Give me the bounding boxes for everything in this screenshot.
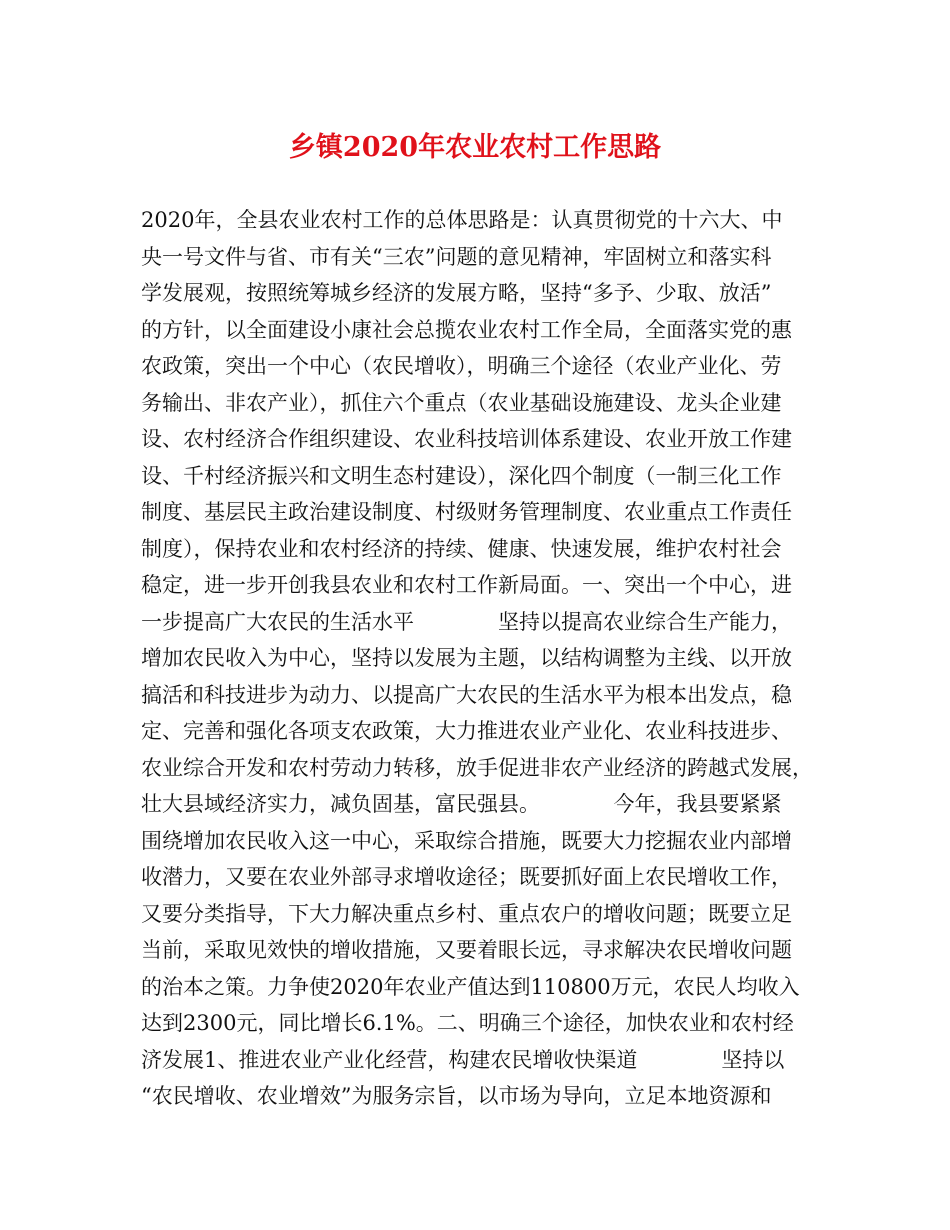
body-line: 务输出、非农产业），抓住六个重点（农业基础设施建设、龙头企业建	[141, 390, 782, 415]
body-line: 制度、基层民主政治建设制度、村级财务管理制度、农业重点工作责任	[141, 500, 792, 524]
body-line: 一步提高广大农民的生活水平 坚持以提高农业综合生产能力，	[141, 609, 792, 634]
document-title: 乡镇2020年农业农村工作思路	[288, 132, 662, 163]
body-line: 制度），保持农业和农村经济的持续、健康、快速发展，维护农村社会	[141, 536, 782, 561]
body-line: 定、完善和强化各项支农政策，大力推进农业产业化、农业科技进步、	[141, 719, 792, 743]
body-line: 的治本之策。力争使2020年农业产值达到110800万元，农民人均收入	[141, 974, 800, 999]
body-line: 央一号文件与省、市有关“三农”问题的意见精神，牢固树立和落实科	[141, 244, 772, 269]
body-line: 又要分类指导，下大力解决重点乡村、重点农户的增收问题；既要立足	[141, 901, 792, 926]
body-line: 稳定，进一步开创我县农业和农村工作新局面。一、突出一个中心，进	[141, 573, 792, 597]
body-line: 达到2300元，同比增长6.1%。二、明确三个途径，加快农业和农村经	[141, 1011, 794, 1035]
body-line: 设、农村经济合作组织建设、农业科技培训体系建设、农业开放工作建	[141, 427, 792, 451]
body-line: 2020年，全县农业农村工作的总体思路是：认真贯彻党的十六大、中	[141, 208, 783, 232]
document-body	[141, 202, 831, 1115]
body-line: 壮大县域经济实力，减负固基，富民强县。 今年，我县要紧紧	[141, 792, 782, 816]
body-line: 农业综合开发和农村劳动力转移，放手促进非农产业经济的跨越式发展，	[141, 755, 813, 780]
body-line: 农政策，突出一个中心（农民增收），明确三个途径（农业产业化、劳	[141, 354, 782, 378]
body-line: 搞活和科技进步为动力、以提高广大农民的生活水平为根本出发点，稳	[141, 682, 792, 707]
body-line: 学发展观，按照统筹城乡经济的发展方略，坚持“多予、少取、放活”	[141, 281, 772, 305]
body-line: 收潜力，又要在农业外部寻求增收途径；既要抓好面上农民增收工作，	[141, 865, 792, 889]
body-line: 设、千村经济振兴和文明生态村建设），深化四个制度（一制三化工作	[141, 463, 782, 488]
body-line: 围绕增加农民收入这一中心，采取综合措施，既要大力挖掘农业内部增	[141, 828, 792, 853]
body-line: “农民增收、农业增效”为服务宗旨，以市场为导向，立足本地资源和	[141, 1084, 772, 1108]
body-line: 增加农民收入为中心，坚持以发展为主题，以结构调整为主线、以开放	[141, 646, 792, 670]
body-line: 当前，采取见效快的增收措施，又要着眼长远，寻求解决农民增收问题	[141, 938, 792, 962]
body-line: 济发展1、推进农业产业化经营，构建农民增收快渠道 坚持以	[141, 1047, 785, 1072]
body-line: 的方针，以全面建设小康社会总揽农业农村工作全局，全面落实党的惠	[141, 317, 792, 342]
